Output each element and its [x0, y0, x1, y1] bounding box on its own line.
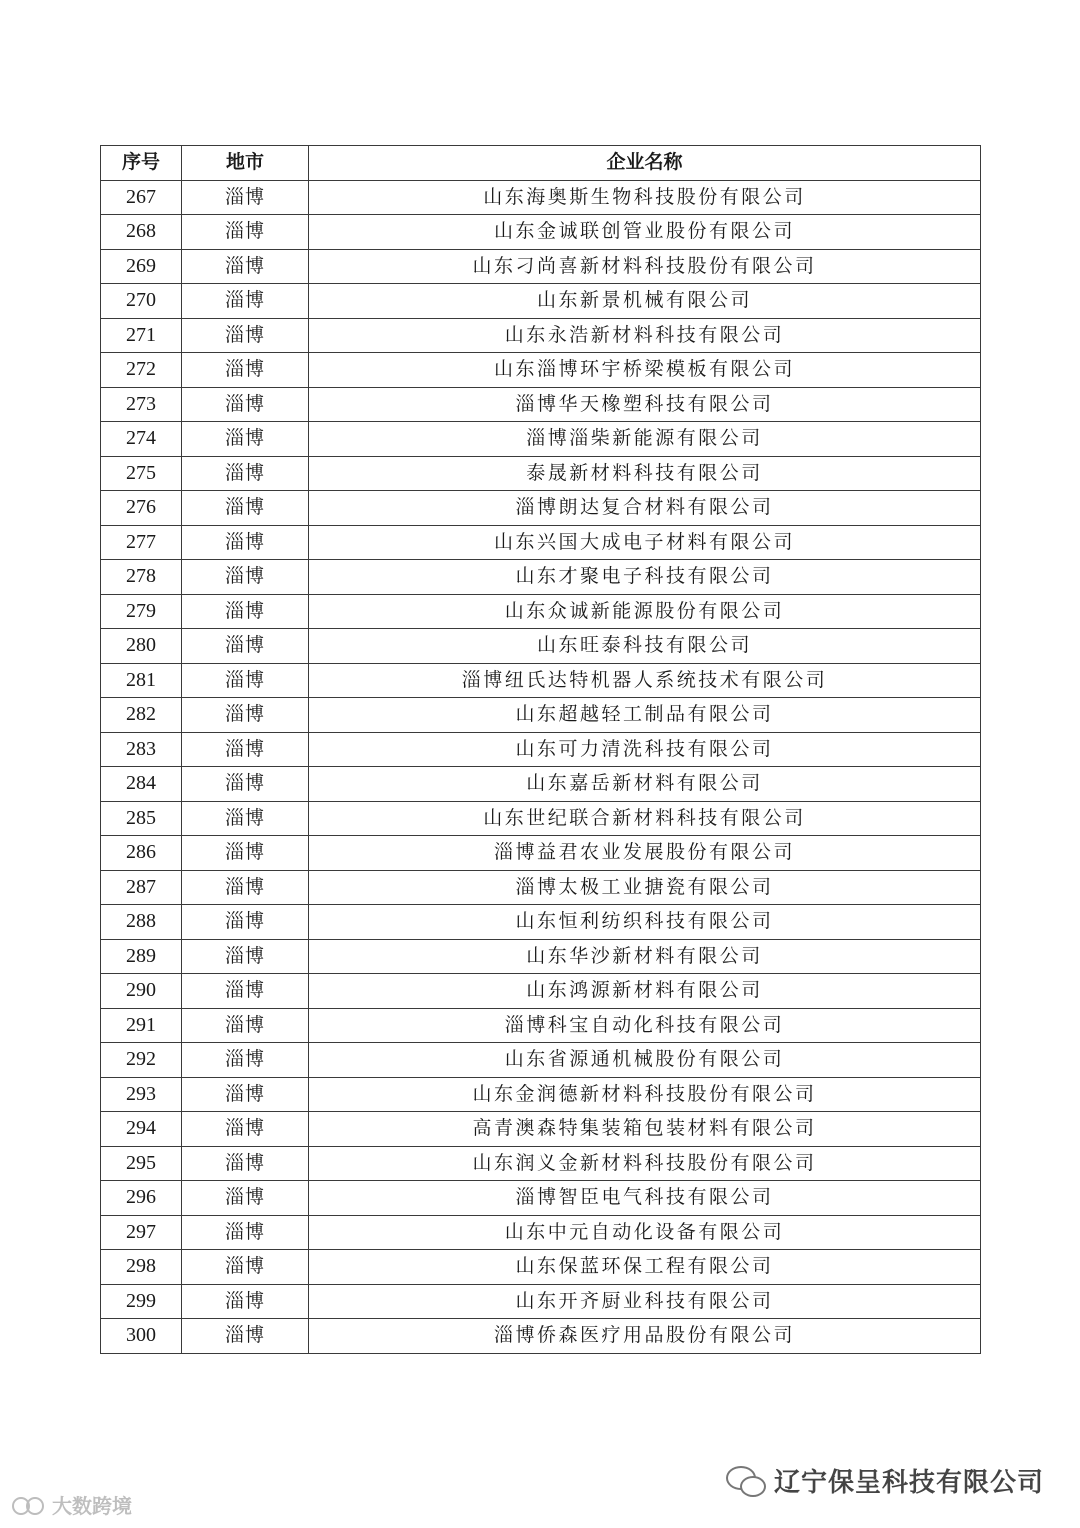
row-company-name: 淄博太极工业搪瓷有限公司 [309, 870, 981, 905]
row-city: 淄博 [182, 422, 309, 457]
row-city: 淄博 [182, 594, 309, 629]
row-city: 淄博 [182, 767, 309, 802]
row-index: 284 [101, 767, 182, 802]
row-city: 淄博 [182, 1008, 309, 1043]
table-row [101, 974, 981, 1009]
row-index: 297 [101, 1215, 182, 1250]
table-row [101, 732, 981, 767]
row-company-name: 山东众诚新能源股份有限公司 [309, 594, 981, 629]
wechat-icon [726, 1464, 766, 1498]
row-index: 279 [101, 594, 182, 629]
table-row [101, 905, 981, 940]
row-index: 289 [101, 939, 182, 974]
table-row [101, 629, 981, 664]
row-city: 淄博 [182, 1215, 309, 1250]
row-city: 淄博 [182, 939, 309, 974]
row-company-name: 山东旺泰科技有限公司 [309, 629, 981, 664]
table-row [101, 1284, 981, 1319]
row-city: 淄博 [182, 732, 309, 767]
row-city: 淄博 [182, 1250, 309, 1285]
table-row [101, 939, 981, 974]
table-row [101, 870, 981, 905]
row-company-name: 山东永浩新材料科技有限公司 [309, 318, 981, 353]
header-city: 地市 [182, 146, 309, 181]
row-city: 淄博 [182, 905, 309, 940]
row-city: 淄博 [182, 456, 309, 491]
table-row [101, 594, 981, 629]
double-circle-logo-icon [12, 1494, 46, 1516]
row-index: 272 [101, 353, 182, 388]
table-row [101, 422, 981, 457]
row-company-name: 淄博侨森医疗用品股份有限公司 [309, 1319, 981, 1354]
row-city: 淄博 [182, 663, 309, 698]
row-city: 淄博 [182, 387, 309, 422]
table-row [101, 1008, 981, 1043]
table-row [101, 767, 981, 802]
row-company-name: 淄博朗达复合材料有限公司 [309, 491, 981, 526]
table-row [101, 1077, 981, 1112]
table-row [101, 284, 981, 319]
row-index: 275 [101, 456, 182, 491]
row-index: 269 [101, 249, 182, 284]
row-city: 淄博 [182, 353, 309, 388]
row-index: 276 [101, 491, 182, 526]
row-city: 淄博 [182, 1077, 309, 1112]
table-row [101, 1250, 981, 1285]
row-company-name: 山东恒利纺织科技有限公司 [309, 905, 981, 940]
row-index: 300 [101, 1319, 182, 1354]
row-city: 淄博 [182, 1146, 309, 1181]
row-city: 淄博 [182, 560, 309, 595]
row-company-name: 山东世纪联合新材料科技有限公司 [309, 801, 981, 836]
row-company-name: 山东超越轻工制品有限公司 [309, 698, 981, 733]
row-company-name: 山东淄博环宇桥梁模板有限公司 [309, 353, 981, 388]
row-company-name: 淄博淄柴新能源有限公司 [309, 422, 981, 457]
row-city: 淄博 [182, 180, 309, 215]
table-row [101, 387, 981, 422]
row-city: 淄博 [182, 1112, 309, 1147]
table-row [101, 491, 981, 526]
row-index: 270 [101, 284, 182, 319]
table-row [101, 698, 981, 733]
row-city: 淄博 [182, 318, 309, 353]
row-city: 淄博 [182, 629, 309, 664]
row-city: 淄博 [182, 870, 309, 905]
row-index: 277 [101, 525, 182, 560]
row-index: 286 [101, 836, 182, 871]
row-company-name: 山东金诚联创管业股份有限公司 [309, 215, 981, 250]
row-index: 285 [101, 801, 182, 836]
row-company-name: 山东可力清洗科技有限公司 [309, 732, 981, 767]
row-index: 293 [101, 1077, 182, 1112]
watermark-left-text: 大数跨境 [52, 1494, 132, 1518]
table-row [101, 525, 981, 560]
row-index: 287 [101, 870, 182, 905]
row-index: 296 [101, 1181, 182, 1216]
watermark-right-text: 辽宁保呈科技有限公司 [773, 1468, 1044, 1498]
table-row [101, 353, 981, 388]
row-city: 淄博 [182, 215, 309, 250]
row-city: 淄博 [182, 1319, 309, 1354]
row-company-name: 山东保蓝环保工程有限公司 [309, 1250, 981, 1285]
row-company-name: 山东兴国大成电子材料有限公司 [309, 525, 981, 560]
table-row [101, 456, 981, 491]
table-header-row [101, 146, 981, 181]
row-company-name: 山东省源通机械股份有限公司 [309, 1043, 981, 1078]
row-city: 淄博 [182, 525, 309, 560]
row-index: 295 [101, 1146, 182, 1181]
row-company-name: 淄博益君农业发展股份有限公司 [309, 836, 981, 871]
table-row [101, 180, 981, 215]
row-index: 278 [101, 560, 182, 595]
table-row [101, 249, 981, 284]
row-index: 288 [101, 905, 182, 940]
table-row [101, 1181, 981, 1216]
row-index: 299 [101, 1284, 182, 1319]
table-row [101, 560, 981, 595]
row-company-name: 淄博纽氏达特机器人系统技术有限公司 [309, 663, 981, 698]
row-company-name: 淄博智臣电气科技有限公司 [309, 1181, 981, 1216]
header-index: 序号 [101, 146, 182, 181]
table-row [101, 318, 981, 353]
row-index: 298 [101, 1250, 182, 1285]
row-index: 282 [101, 698, 182, 733]
row-index: 271 [101, 318, 182, 353]
row-company-name: 山东开齐厨业科技有限公司 [309, 1284, 981, 1319]
row-city: 淄博 [182, 1181, 309, 1216]
row-company-name: 淄博科宝自动化科技有限公司 [309, 1008, 981, 1043]
row-company-name: 山东才聚电子科技有限公司 [309, 560, 981, 595]
table-row [101, 1112, 981, 1147]
row-city: 淄博 [182, 1043, 309, 1078]
row-company-name: 淄博华天橡塑科技有限公司 [309, 387, 981, 422]
row-city: 淄博 [182, 284, 309, 319]
row-company-name: 山东鸿源新材料有限公司 [309, 974, 981, 1009]
watermark-left [12, 1490, 132, 1519]
row-index: 280 [101, 629, 182, 664]
row-company-name: 山东华沙新材料有限公司 [309, 939, 981, 974]
row-company-name: 山东新景机械有限公司 [309, 284, 981, 319]
row-index: 283 [101, 732, 182, 767]
row-index: 291 [101, 1008, 182, 1043]
row-company-name: 山东刁尚喜新材料科技股份有限公司 [309, 249, 981, 284]
row-index: 292 [101, 1043, 182, 1078]
watermark-right [726, 1462, 1044, 1499]
row-index: 290 [101, 974, 182, 1009]
row-city: 淄博 [182, 1284, 309, 1319]
row-index: 274 [101, 422, 182, 457]
table-row [101, 1043, 981, 1078]
row-company-name: 山东润义金新材料科技股份有限公司 [309, 1146, 981, 1181]
row-city: 淄博 [182, 491, 309, 526]
header-company-name: 企业名称 [309, 146, 981, 181]
row-company-name: 泰晟新材料科技有限公司 [309, 456, 981, 491]
table-row [101, 663, 981, 698]
row-company-name: 山东嘉岳新材料有限公司 [309, 767, 981, 802]
row-index: 268 [101, 215, 182, 250]
row-company-name: 山东金润德新材料科技股份有限公司 [309, 1077, 981, 1112]
row-index: 281 [101, 663, 182, 698]
company-list-table [100, 145, 981, 1354]
row-index: 267 [101, 180, 182, 215]
table-row [101, 836, 981, 871]
row-index: 273 [101, 387, 182, 422]
row-city: 淄博 [182, 801, 309, 836]
row-company-name: 山东海奥斯生物科技股份有限公司 [309, 180, 981, 215]
row-city: 淄博 [182, 836, 309, 871]
row-city: 淄博 [182, 974, 309, 1009]
table-row [101, 801, 981, 836]
table-row [101, 215, 981, 250]
row-company-name: 高青澳森特集装箱包装材料有限公司 [309, 1112, 981, 1147]
row-index: 294 [101, 1112, 182, 1147]
table-row [101, 1215, 981, 1250]
table-row [101, 1146, 981, 1181]
table-body [101, 180, 981, 1353]
row-city: 淄博 [182, 698, 309, 733]
row-city: 淄博 [182, 249, 309, 284]
row-company-name: 山东中元自动化设备有限公司 [309, 1215, 981, 1250]
table-row [101, 1319, 981, 1354]
